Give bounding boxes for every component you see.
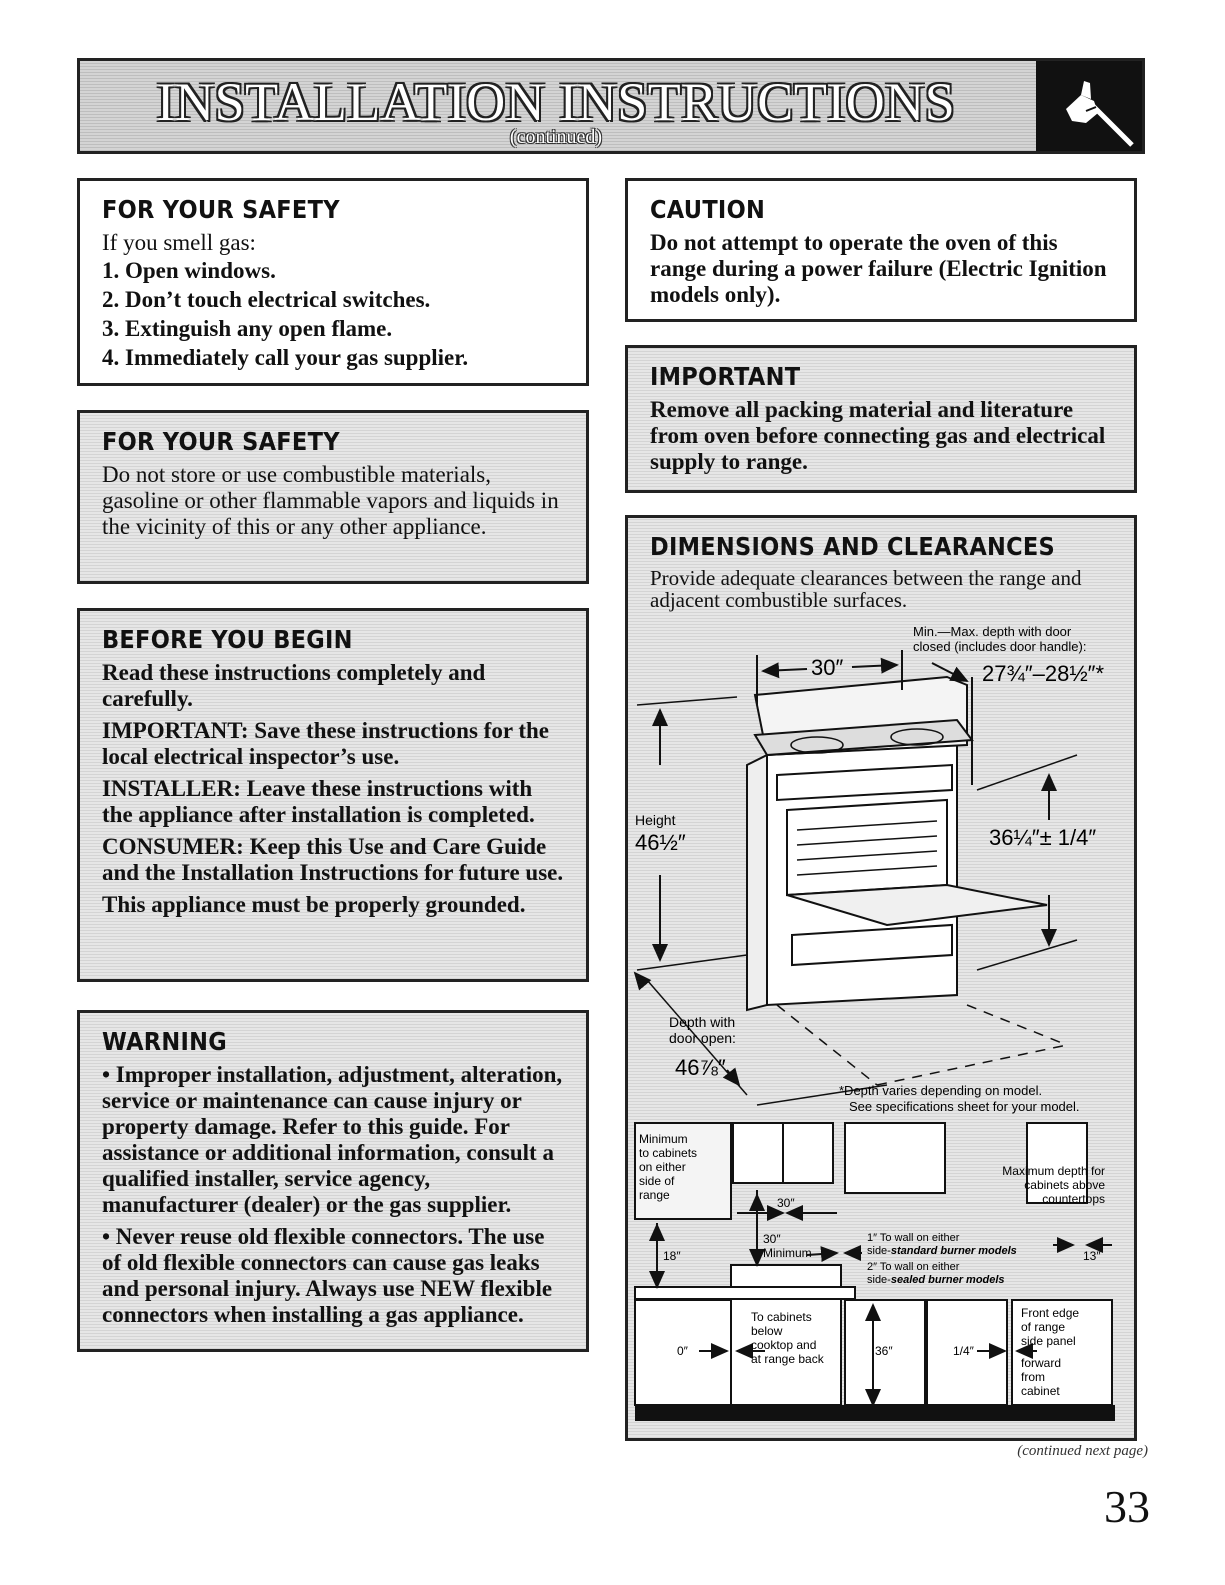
front-edge-label: side panel xyxy=(1021,1334,1076,1348)
clearance-30-height: 30″ xyxy=(763,1232,781,1246)
to-cabinets-label: To cabinets xyxy=(751,1310,812,1324)
min-cabinet-label: range xyxy=(639,1188,670,1202)
depth-footnote: *Depth varies depending on model. xyxy=(839,1083,1043,1098)
min-cabinet-label: on either xyxy=(639,1160,686,1174)
warning-paragraph: • Improper installation, adjustment, alteration, service or maintenance can cause injury or property damage. Refer to this guide. For assistance or additional information, consult a qualified installer, service agency, manufacturer (dealer) or the gas supplier. xyxy=(102,1062,563,1217)
to-cabinets-label: cooktop and xyxy=(751,1338,817,1352)
safety-text: Do not store or use combustible materials, gasoline or other flammable vapors and liquids in the vicinity of this or any other appliance. xyxy=(102,462,559,539)
safety-title: FOR YOUR SAFETY xyxy=(102,427,340,456)
before-paragraph: IMPORTANT: Save these instructions for the local electrical inspector’s use. xyxy=(102,718,550,769)
screwdriver-hand-icon xyxy=(1036,61,1142,151)
depth-open-value: 46⅞″ xyxy=(675,1055,726,1080)
wall-clearance-standard xyxy=(867,1232,960,1244)
clearance-13: 13″ xyxy=(1083,1249,1101,1263)
max-depth-label: cabinets above xyxy=(1024,1178,1105,1192)
to-cabinets-label: at range back xyxy=(751,1352,824,1366)
caution-text: Do not attempt to operate the oven of this range during a power failure (Electric Ignition models only). xyxy=(650,230,1107,307)
before-you-begin-box xyxy=(77,608,589,982)
clearance-36: 36″ xyxy=(875,1344,893,1358)
caution-box xyxy=(625,178,1137,322)
range-dimension-figure xyxy=(635,624,1104,1114)
safety-step: 1. Open windows. xyxy=(102,258,276,283)
header-banner xyxy=(77,58,1145,154)
warning-paragraph: • Never reuse old flexible connectors. The use of old flexible connectors can cause gas leaks and personal injury. Always use NEW flexible connectors when installing a gas appliance. xyxy=(102,1224,553,1327)
before-paragraph: This appliance must be properly grounded. xyxy=(102,892,526,917)
min-cabinet-label: Minimum xyxy=(639,1132,688,1146)
safety-box-gas xyxy=(77,178,589,386)
before-title: BEFORE YOU BEGIN xyxy=(102,625,353,654)
clearance-18: 18″ xyxy=(663,1249,681,1263)
front-edge-label: Front edge xyxy=(1021,1306,1080,1320)
safety-step: 3. Extinguish any open flame. xyxy=(102,316,393,341)
page-number: 33 xyxy=(1104,1481,1150,1532)
safety-intro: If you smell gas: xyxy=(102,230,256,255)
clearance-0: 0″ xyxy=(677,1344,688,1358)
front-edge-label: cabinet xyxy=(1021,1384,1060,1398)
important-box xyxy=(625,345,1137,493)
clearance-minimum: Minimum xyxy=(763,1246,812,1260)
important-text: Remove all packing material and literature from oven before connecting gas and electrical supply to range. xyxy=(650,397,1106,474)
side-height-value: 36¼″± 1/4″ xyxy=(989,825,1097,850)
safety-step: 4. Immediately call your gas supplier. xyxy=(102,345,469,370)
front-edge-label: from xyxy=(1021,1370,1045,1384)
clearance-30-width: 30″ xyxy=(777,1196,795,1210)
clearance-quarter: 1/4″ xyxy=(953,1344,974,1358)
safety-steps xyxy=(102,256,568,372)
safety-box-flammables xyxy=(77,410,589,584)
warning-box xyxy=(77,1010,589,1352)
warning-title: WARNING xyxy=(102,1027,227,1056)
wall-clearance-standard-models xyxy=(867,1245,1017,1257)
wall-clearance-model: standard burner models xyxy=(890,1245,1017,1257)
before-paragraph: CONSUMER: Keep this Use and Care Guide and the Installation Instructions for future use. xyxy=(102,834,564,885)
dimensions-title: DIMENSIONS AND CLEARANCES xyxy=(650,532,1056,561)
wall-clearance-line: 2″ To wall on either xyxy=(867,1261,960,1273)
wall-clearance-side: side- xyxy=(867,1245,891,1257)
max-depth-label: countertops xyxy=(1042,1192,1105,1206)
wall-clearance-side: side- xyxy=(867,1274,891,1286)
safety-step: 2. Don’t touch electrical switches. xyxy=(102,287,431,312)
wall-clearance-line: 1″ To wall on either xyxy=(867,1232,960,1244)
dimensions-text: Provide adequate clearances between the range and adjacent combustible surfaces. xyxy=(650,566,1082,612)
wall-clearance-model: sealed burner models xyxy=(890,1274,1005,1286)
depth-closed-value: 27¾″–28½″* xyxy=(982,661,1105,686)
caution-title: CAUTION xyxy=(650,195,766,224)
min-cabinet-label: side of xyxy=(639,1174,675,1188)
page-title: INSTALLATION INSTRUCTIONS xyxy=(156,72,956,132)
depth-closed-label: closed (includes door handle): xyxy=(913,639,1087,654)
to-cabinets-label: below xyxy=(751,1324,783,1338)
depth-footnote: See specifications sheet for your model. xyxy=(849,1099,1080,1114)
depth-open-label: door open: xyxy=(669,1030,736,1046)
depth-closed-label: Min.—Max. depth with door xyxy=(913,624,1072,639)
safety-title: FOR YOUR SAFETY xyxy=(102,195,340,224)
height-value: 46½″ xyxy=(635,830,686,855)
cabinet-clearance-figure xyxy=(635,1123,1115,1421)
wall-clearance-sealed xyxy=(867,1261,960,1273)
page-subtitle: (continued) xyxy=(509,126,603,148)
continued-note: (continued next page) xyxy=(1017,1443,1148,1459)
important-title: IMPORTANT xyxy=(650,362,801,391)
depth-open-label: Depth with xyxy=(669,1014,736,1030)
wall-clearance-sealed-models xyxy=(867,1274,1005,1286)
front-edge-label: forward xyxy=(1021,1356,1062,1370)
before-paragraph: Read these instructions completely and carefully. xyxy=(102,660,486,711)
max-depth-label: Maximum depth for xyxy=(1002,1164,1105,1178)
front-edge-label: of range xyxy=(1021,1320,1066,1334)
min-cabinet-label: to cabinets xyxy=(639,1146,698,1160)
height-label: Height xyxy=(635,812,676,828)
before-paragraph: INSTALLER: Leave these instructions with the appliance after installation is completed. xyxy=(102,776,535,827)
dimensions-diagrams xyxy=(627,615,1139,1435)
width-value: 30″ xyxy=(811,655,844,680)
